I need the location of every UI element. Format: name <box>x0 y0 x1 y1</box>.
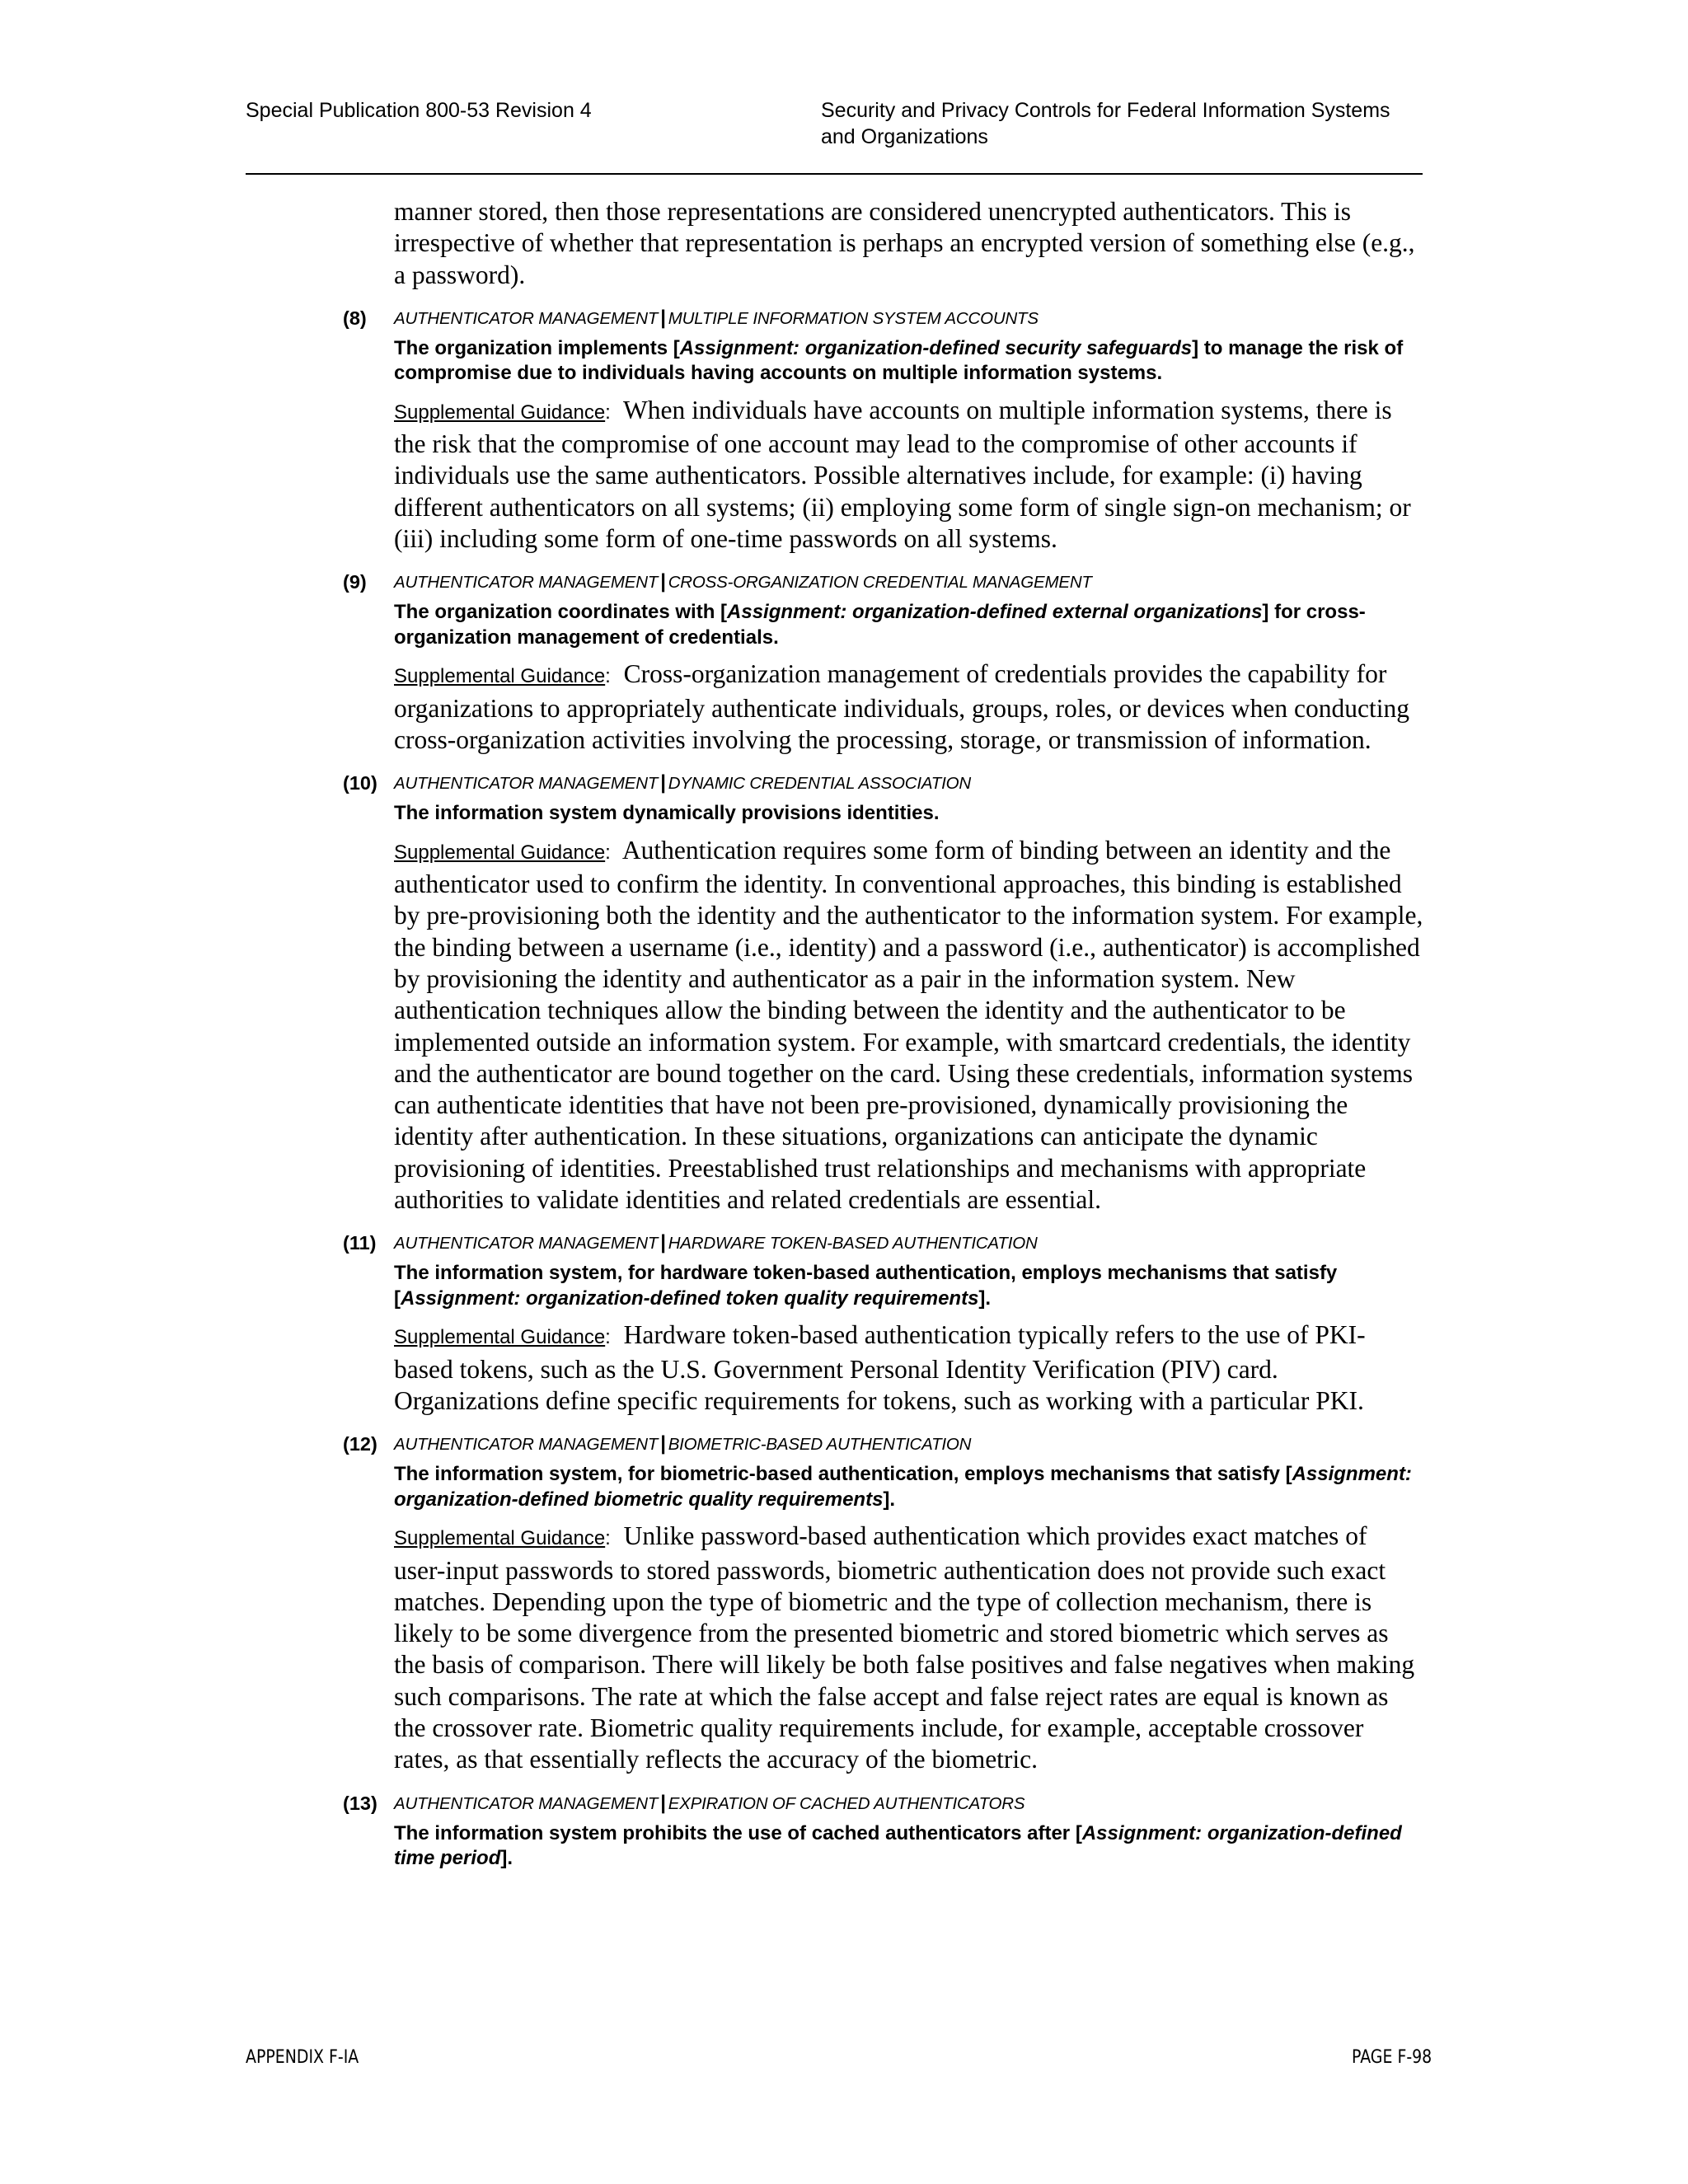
control-enhancement-9 <box>246 569 1424 756</box>
supplemental-guidance <box>394 1521 1424 1775</box>
guidance-text: When individuals have accounts on multiple information systems, there is the risk that the compromise of one account may lead to the compromise of other accounts if individuals use the same authenticators. Possible alternatives include, for example: (i) having different authenticators on all systems; (ii) employing some form of single sign-on mechanism; or (iii) including some form of one-time passwords on all systems. <box>394 395 1411 554</box>
publication-title: Special Publication 800-53 Revision 4 <box>246 99 592 122</box>
enhancement-number: (8) <box>343 307 367 329</box>
supplemental-guidance <box>394 835 1424 1216</box>
enhancement-title <box>394 771 1424 796</box>
enhancement-name: CROSS-ORGANIZATION CREDENTIAL MANAGEMENT <box>668 573 1092 593</box>
enhancement-title <box>394 569 1424 595</box>
enhancement-title <box>394 1432 1424 1457</box>
enhancement-statement <box>394 1821 1424 1872</box>
guidance-text: Unlike password-based authentication which provides exact matches of user-input passwords to stored passwords, biometric authentication does not provide such exact matches. Depending upon the type of biometric and the type of collection mechanism, there is likely to be some divergence from the presented biometric and stored biometric which serves as the basis of comparison. There will likely be both false positives and false negatives when making such comparisons. The rate at which the false accept and false reject rates are equal is known as the crossover rate. Biometric quality requirements include, for example, acceptable crossover rates, as that essentially reflects the accuracy of the biometric. <box>394 1521 1415 1774</box>
enhancement-name: EXPIRATION OF CACHED AUTHENTICATORS <box>668 1793 1025 1813</box>
enhancement-title <box>394 1791 1424 1816</box>
supplemental-guidance <box>394 1319 1424 1417</box>
enhancement-statement <box>394 1261 1424 1311</box>
control-name: AUTHENTICATOR MANAGEMENT <box>394 774 659 794</box>
enhancement-statement <box>394 600 1424 650</box>
title-separator: | <box>660 771 666 794</box>
statement-text-end: ]. <box>978 1286 992 1310</box>
enhancement-number: (12) <box>343 1433 377 1455</box>
statement-text: The information system, for hardware token-based authentication, employs mechanisms that satisfy [ <box>394 1262 1338 1310</box>
continued-paragraph: manner stored, then those representations are considered unencrypted authenticators. This is irrespective of whether that representation is perhaps an encrypted version of something else (e.g., a password). <box>394 197 1415 289</box>
guidance-label: Supplemental Guidance <box>394 665 606 688</box>
assignment-text: Assignment: organization-defined token quality requirements <box>401 1286 979 1310</box>
control-enhancement-11 <box>246 1230 1424 1417</box>
title-separator: | <box>660 570 666 593</box>
control-name: AUTHENTICATOR MANAGEMENT <box>394 1793 659 1813</box>
statement-text-end: ] to manage the risk of compromise due to individuals having accounts on multiple information systems. <box>394 336 1404 385</box>
guidance-label: Supplemental Guidance <box>394 1326 606 1349</box>
control-name: AUTHENTICATOR MANAGEMENT <box>394 308 659 328</box>
enhancement-statement <box>394 336 1424 387</box>
guidance-text: Hardware token-based authentication typically refers to the use of PKI-based tokens, such as the U.S. Government Personal Identity Verification (PIV) card. Organizations define specific requirements for tokens, such as working with a particular PKI. <box>394 1320 1366 1415</box>
page-header <box>246 97 1423 175</box>
document-title-line-2: and Organizations <box>821 125 988 148</box>
supplemental-guidance <box>394 658 1424 756</box>
control-enhancement-8 <box>246 306 1424 555</box>
statement-text: The organization coordinates with [ <box>394 601 728 624</box>
enhancement-name: MULTIPLE INFORMATION SYSTEM ACCOUNTS <box>668 308 1039 328</box>
assignment-text: Assignment: organization-defined security safeguards <box>679 336 1193 359</box>
guidance-colon: : <box>605 401 611 424</box>
guidance-colon: : <box>605 841 611 864</box>
statement-text: The information system prohibits the use of cached authenticators after [ <box>394 1821 1082 1844</box>
guidance-label: Supplemental Guidance <box>394 1527 606 1550</box>
guidance-colon: : <box>605 1326 611 1349</box>
page-content <box>246 196 1424 1872</box>
supplemental-guidance <box>394 395 1424 555</box>
assignment-text: Assignment: organization-defined external organizations <box>727 601 1263 624</box>
document-title <box>821 97 1423 150</box>
title-separator: | <box>660 1231 666 1254</box>
control-enhancement-13 <box>246 1791 1424 1872</box>
guidance-label: Supplemental Guidance <box>394 401 606 424</box>
enhancement-title <box>394 306 1424 331</box>
statement-text-end: ]. <box>500 1847 513 1870</box>
enhancement-title <box>394 1230 1424 1256</box>
guidance-label: Supplemental Guidance <box>394 841 606 864</box>
guidance-text: Cross-organization management of credentials provides the capability for organizations to appropriately authenticate individuals, groups, roles, or devices when conducting cross-organization activities involving the processing, storage, or transmission of information. <box>394 659 1409 754</box>
footer-appendix: APPENDIX F-IA <box>246 2047 359 2068</box>
control-name: AUTHENTICATOR MANAGEMENT <box>394 573 659 593</box>
enhancement-number: (13) <box>343 1792 377 1814</box>
enhancement-number: (10) <box>343 772 377 794</box>
enhancement-number: (11) <box>343 1232 377 1254</box>
control-enhancement-10 <box>246 771 1424 1216</box>
enhancement-name: DYNAMIC CREDENTIAL ASSOCIATION <box>668 774 971 794</box>
enhancement-name: BIOMETRIC-BASED AUTHENTICATION <box>668 1435 972 1455</box>
statement-text-end: ] for cross-organization management of credentials. <box>394 601 1366 649</box>
statement-text: The organization implements [ <box>394 336 680 359</box>
statement-text-end: ]. <box>883 1488 896 1511</box>
statement-text: The information system, for biometric-based authentication, employs mechanisms that satisfy [ <box>394 1463 1292 1486</box>
control-name: AUTHENTICATOR MANAGEMENT <box>394 1435 659 1455</box>
document-title-line-1: Security and Privacy Controls for Federal Information Systems <box>821 99 1390 122</box>
footer-page-number: PAGE F-98 <box>1352 2047 1432 2068</box>
guidance-colon: : <box>605 1527 611 1550</box>
title-separator: | <box>660 306 666 329</box>
guidance-colon: : <box>605 665 611 688</box>
enhancement-name: HARDWARE TOKEN-BASED AUTHENTICATION <box>668 1234 1038 1254</box>
control-name: AUTHENTICATOR MANAGEMENT <box>394 1234 659 1254</box>
assignment-text: Assignment: organization-defined biometric quality requirements <box>394 1463 1412 1511</box>
enhancement-statement <box>394 1462 1424 1512</box>
enhancement-statement <box>394 801 1424 827</box>
control-enhancement-12 <box>246 1432 1424 1775</box>
assignment-text: Assignment: organization-defined time period <box>394 1821 1402 1870</box>
guidance-text: Authentication requires some form of binding between an identity and the authenticator used to confirm the identity. In conventional approaches, this binding is established by pre-provisioning both the identity and the authenticator to the information system. For example, the binding between a username (i.e., identity) and a password (i.e., authenticator) is accomplished by provisioning the identity and authenticator as a pair in the information system. New authentication techniques allow the binding between the identity and the authenticator to be implemented outside an information system. For example, with smartcard credentials, the identity and the authenticator are bound together on the card. Using these credentials, information systems can authenticate identities that have not been pre-provisioned, dynamically provisioning the identity after authentication. In these situations, organizations can anticipate the dynamic provisioning of identities. Preestablished trust relationships and mechanisms with appropriate authorities to validate identities and related credentials are essential. <box>394 835 1423 1215</box>
enhancement-number: (9) <box>343 571 367 593</box>
title-separator: | <box>660 1432 666 1455</box>
title-separator: | <box>660 1791 666 1814</box>
statement-text: The information system dynamically provisions identities. <box>394 802 940 825</box>
